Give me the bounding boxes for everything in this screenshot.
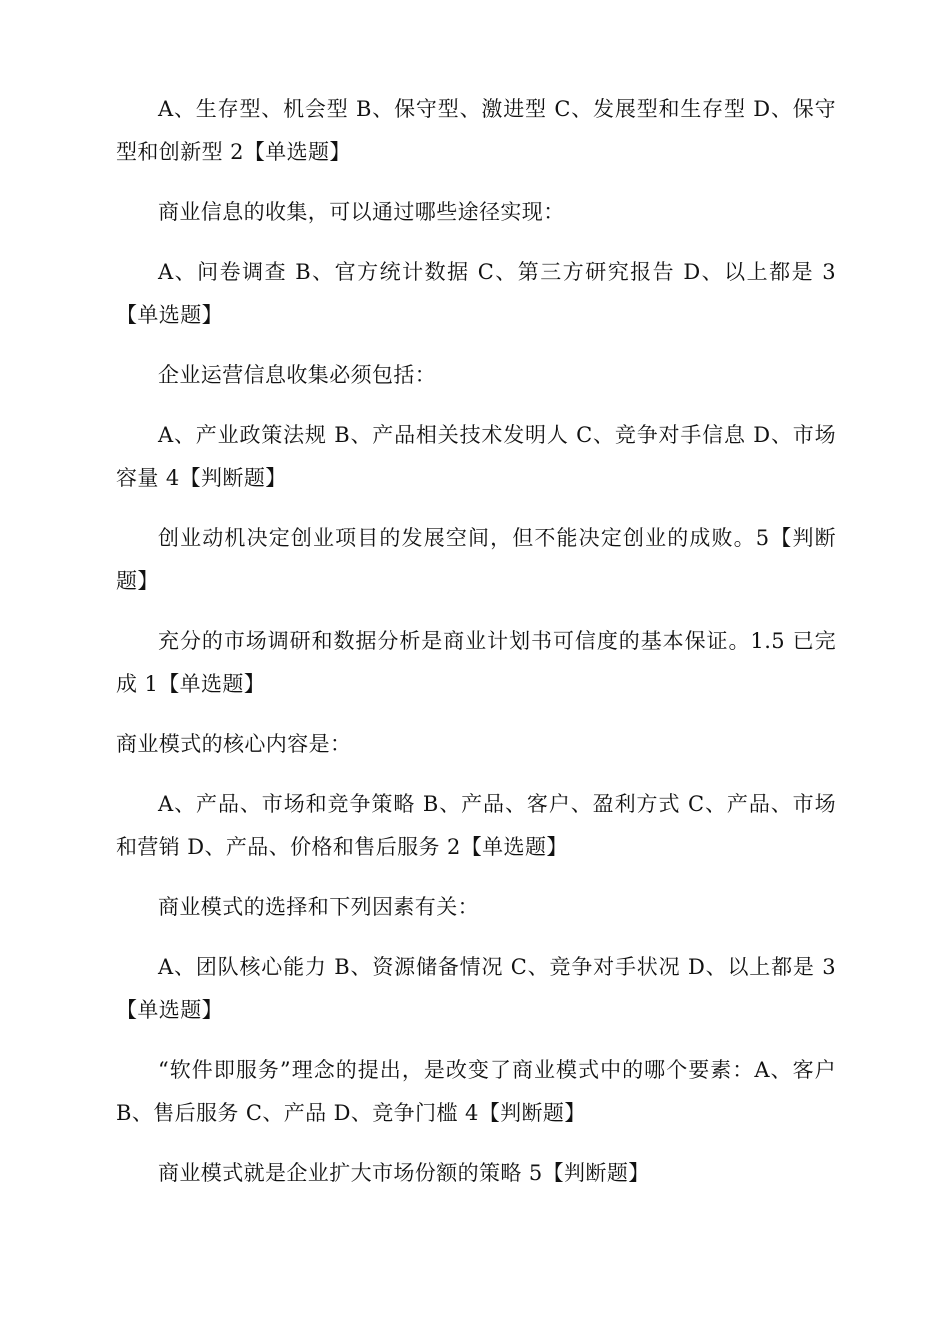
paragraph-options-3: A、产业政策法规 B、产品相关技术发明人 C、竞争对手信息 D、市场容量 4【判断题】 (116, 423, 836, 490)
document-body (116, 88, 836, 1212)
paragraph-question-section2-3: “软件即服务”理念的提出，是改变了商业模式中的哪个要素：A、客户 B、售后服务 C、产品 D、竞争门槛 4【判断题】 (116, 1058, 836, 1125)
paragraph-question-section2-1: 商业模式的核心内容是： (116, 732, 352, 756)
paragraph-question-section2-4: 商业模式就是企业扩大市场份额的策略 5【判断题】 (158, 1161, 650, 1185)
paragraph-options-section2-2: A、团队核心能力 B、资源储备情况 C、竞争对手状况 D、以上都是 3【单选题】 (116, 955, 836, 1022)
paragraph-options-section2-1: A、产品、市场和竞争策略 B、产品、客户、盈利方式 C、产品、市场和营销 D、产品、价格和售后服务 2【单选题】 (116, 792, 836, 859)
paragraph-options-1: A、生存型、机会型 B、保守型、激进型 C、发展型和生存型 D、保守型和创新型 2【单选题】 (116, 97, 836, 164)
paragraph-question-4: 创业动机决定创业项目的发展空间，但不能决定创业的成败。5【判断题】 (116, 526, 836, 593)
paragraph-question-3: 企业运营信息收集必须包括： (158, 363, 437, 387)
paragraph-question-2: 商业信息的收集，可以通过哪些途径实现： (158, 200, 565, 224)
paragraph-question-section2-2: 商业模式的选择和下列因素有关： (158, 895, 479, 919)
paragraph-options-2: A、问卷调查 B、官方统计数据 C、第三方研究报告 D、以上都是 3【单选题】 (116, 260, 836, 327)
paragraph-question-5: 充分的市场调研和数据分析是商业计划书可信度的基本保证。1.5 已完成 1【单选题】 (116, 629, 836, 696)
